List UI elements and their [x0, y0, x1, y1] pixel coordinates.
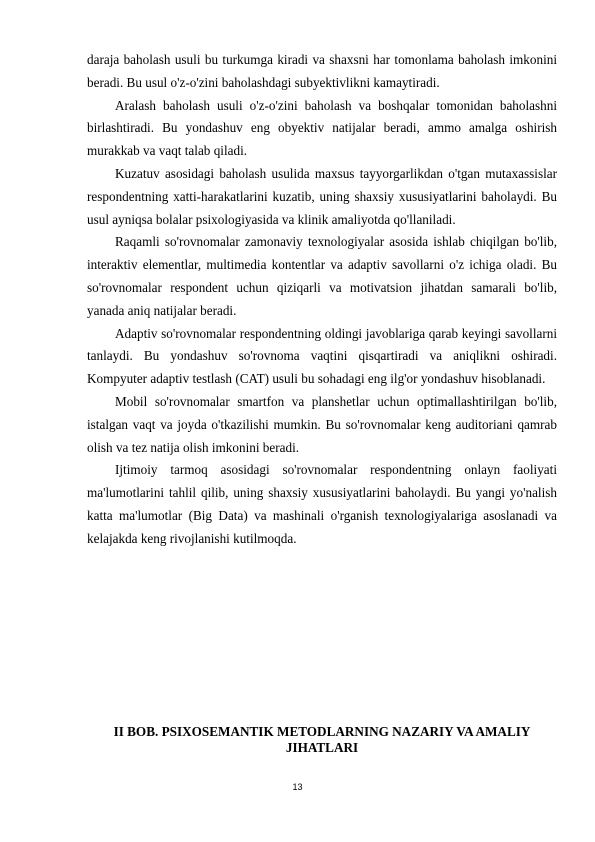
paragraph-adaptive-surveys: Adaptiv so'rovnomalar respondentning oldingi javoblariga qarab keyingi savollarni tanlaydi. Bu yondashuv so'rovnoma vaqtini qisqartiradi va aniqlikni oshiradi. Kompyuter adaptiv testlash (CAT) usuli bu sohadagi eng ilg'or yondashuv hisoblanadi.: [87, 325, 557, 387]
page-number: 13: [292, 782, 303, 792]
paragraph-digital-surveys: Raqamli so'rovnomalar zamonaviy texnologiyalar asosida ishlab chiqilgan bo'lib, interaktiv elementlar, multimedia kontentlar va adaptiv savollarni o'z ichiga oladi. Bu so'rovnomalar respondent uchun qiziqarli va motivatsion jihatdan samarali bo'lib, yanada aniq natijalar beradi.: [87, 234, 557, 318]
paragraph-social-network-surveys: Ijtimoiy tarmoq asosidagi so'rovnomalar respondentning onlayn faoliyati ma'lumotlarini tahlil qilib, uning shaxsiy xususiyatlarini baholaydi. Bu yangi yo'nalish katta ma'lumotlar (Big Data) va mashinali o'rganish texnologiyalariga asoslanadi va kelajakda keng rivojlanishi kutilmoqda.: [87, 462, 557, 546]
chapter-heading: II BOB. PSIXOSEMANTIK METODLARNING NAZARIY VA AMALIY JIHATLARI: [113, 724, 531, 755]
paragraph-mixed-assessment: Aralash baholash usuli o'z-o'zini baholash va boshqalar tomonidan baholashni birlashtiradi. Bu yondashuv eng obyektiv natijalar beradi, ammo amalga oshirish murakkab va vaqt talab qiladi.: [87, 97, 557, 159]
body-text: [87, 49, 557, 551]
paragraph-mobile-surveys: Mobil so'rovnomalar smartfon va planshetlar uchun optimallashtirilgan bo'lib, istalgan vaqt va joyda o'tkazilishi mumkin. Bu so'rovnomalar keng auditoriani qamrab olish va tez natija olish imkonini beradi.: [87, 393, 557, 455]
paragraph-observation-assessment: Kuzatuv asosidagi baholash usulida maxsus tayyorgarlikdan o'tgan mutaxassislar respondentning xatti-harakatlarini kuzatib, uning shaxsiy xususiyatlarini baholaydi. Bu usul ayniqsa bolalar psixologiyasida va klinik amaliyotda qo'llaniladi.: [87, 165, 557, 227]
paragraph-continuation: daraja baholash usuli bu turkumga kiradi va shaxsni har tomonlama baholash imkonini beradi. Bu usul o'z-o'zini baholashdagi subyektivlikni kamaytiradi.: [87, 52, 557, 90]
